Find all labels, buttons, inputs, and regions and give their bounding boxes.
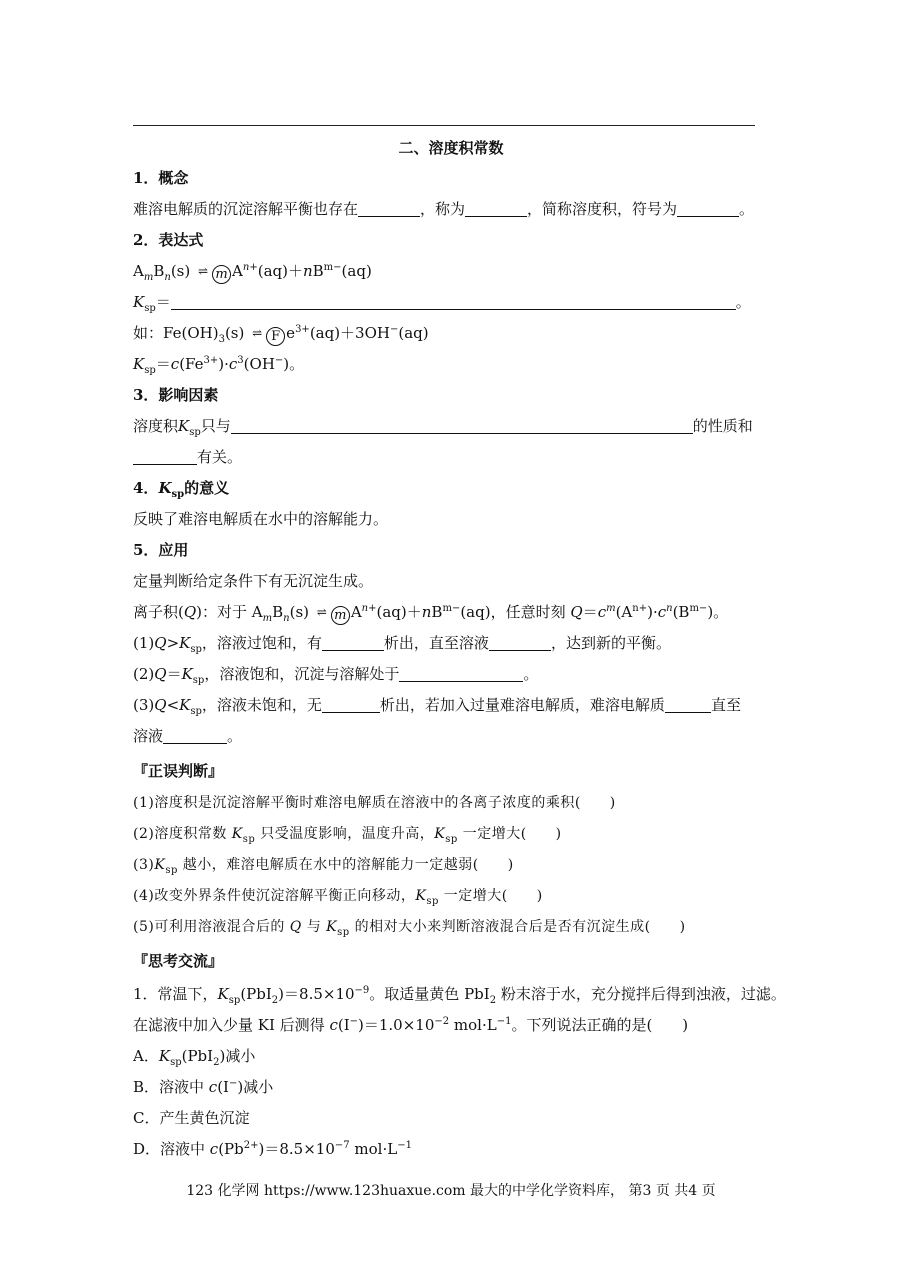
option-d: D．溶液中 $c(Pb^{2+})=8.5\times 10^{-7}$ $mol\cdot L^{-1}$ — [133, 1140, 412, 1158]
judgement-4: (4)改变外界条件使沉淀溶解平衡正向移动，$K_{sp}$ 一定增大( ) — [133, 888, 543, 907]
judgement-heading: 『正误判断』 — [133, 762, 224, 780]
section-title: 二、溶度积常数 — [398, 139, 504, 157]
judgement-2: (2)溶度积常数 $K_{sp}$ 只受温度影响，温度升高，$K_{sp}$ 一定增大( ) — [133, 826, 562, 845]
judgement-1: (1)溶度积是沉淀溶解平衡时难溶电解质在溶液中的各离子浓度的乘积( ) — [133, 795, 616, 811]
judgement-5: (5)可利用溶液混合后的 Q 与 $K_{sp}$ 的相对大小来判断溶液混合后是否有沉淀生成( ) — [133, 919, 686, 938]
option-b: B．溶液中 c(I−)减小 — [133, 1078, 274, 1096]
ion-product-definition: 离子积(Q)：对于 $A_mB_n(s)$ ⇌ m $A^{n+}(aq)+nB^{m-}(aq)$，任意时刻 $Q=c^m(A^{n+})\cdot c^n(B^{m-})$。 — [133, 603, 729, 624]
ksp-definition-line: $K_{sp}=$ 。 — [133, 293, 751, 314]
question-1-line-1: 1．常温下，$K_{sp}(PbI_2)=8.5\times 10^{-9}$。取适量黄色 PbI$_2$ 粉末溶于水，充分搅拌后得到浊液，过滤。 — [133, 985, 786, 1006]
circled-m-icon: m — [212, 265, 231, 284]
application-text: 定量判断给定条件下有无沉淀生成。 — [133, 572, 374, 590]
discussion-heading: 『思考交流』 — [133, 952, 224, 970]
meaning-text: 反映了难溶电解质在水中的溶解能力。 — [133, 510, 389, 528]
equilibrium-arrow-icon: ⇌ — [197, 264, 209, 278]
concept-heading: 1．概念 — [133, 169, 189, 187]
equilibrium-arrow-icon: ⇌ — [316, 605, 327, 619]
case-2: $(2)Q=K_{sp}$，溶液饱和，沉淀与溶解处于 。 — [133, 665, 539, 686]
judgement-3: $(3)K_{sp}$ 越小，难溶电解质在水中的溶解能力一定越弱( ) — [133, 857, 514, 876]
expression-heading: 2．表达式 — [133, 231, 204, 249]
factors-text: 溶度积$K_{sp}$只与 的性质和 — [133, 417, 753, 438]
equilibrium-arrow-icon: ⇌ — [252, 326, 263, 340]
concept-text: 难溶电解质的沉淀溶解平衡也存在 ，称为 ，简称溶度积，符号为 。 — [133, 200, 755, 218]
option-a: A．$K_{sp}(PbI_2)$减小 — [133, 1047, 256, 1068]
general-equation: $A_mB_n(s)$ ⇌ m $A^{n+}(aq)+nB^{m-}(aq)$ — [133, 262, 372, 283]
question-1-line-2: 在滤液中加入少量 KI 后测得 $c(I^-)=1.0\times 10^{-2}$ $mol\cdot L^{-1}$。下列说法正确的是( ) — [133, 1016, 689, 1034]
example-equation: 如：$Fe(OH)_3(s)$ ⇌ F $e^{3+}(aq)+3OH^-(aq)$ — [133, 324, 429, 345]
application-heading: 5．应用 — [133, 541, 189, 559]
circled-f-icon: F — [266, 327, 285, 346]
page-footer: 123 化学网 https://www.123huaxue.com 最大的中学化学资料库， 第3 页 共4 页 — [186, 1183, 716, 1199]
meaning-heading: 4．$K_{sp}$的意义 — [133, 479, 230, 500]
header-rule — [133, 125, 755, 126]
factors-heading: 3．影响因素 — [133, 386, 219, 404]
example-ksp: $K_{sp}=c(Fe^{3+})\cdot c^3(OH^-)$。 — [133, 355, 305, 376]
case-3: $(3)Q<K_{sp}$，溶液未饱和，无 析出，若加入过量难溶电解质，难溶电解质 直至 — [133, 696, 741, 717]
circled-m-icon: m — [331, 606, 350, 625]
factors-text-cont: 有关。 — [133, 447, 242, 467]
case-3-cont: 溶液 。 — [133, 727, 243, 745]
case-1: $(1)Q>K_{sp}$，溶液过饱和，有 析出，直至溶液 ，达到新的平衡。 — [133, 634, 671, 655]
option-c: C．产生黄色沉淀 — [133, 1109, 250, 1127]
